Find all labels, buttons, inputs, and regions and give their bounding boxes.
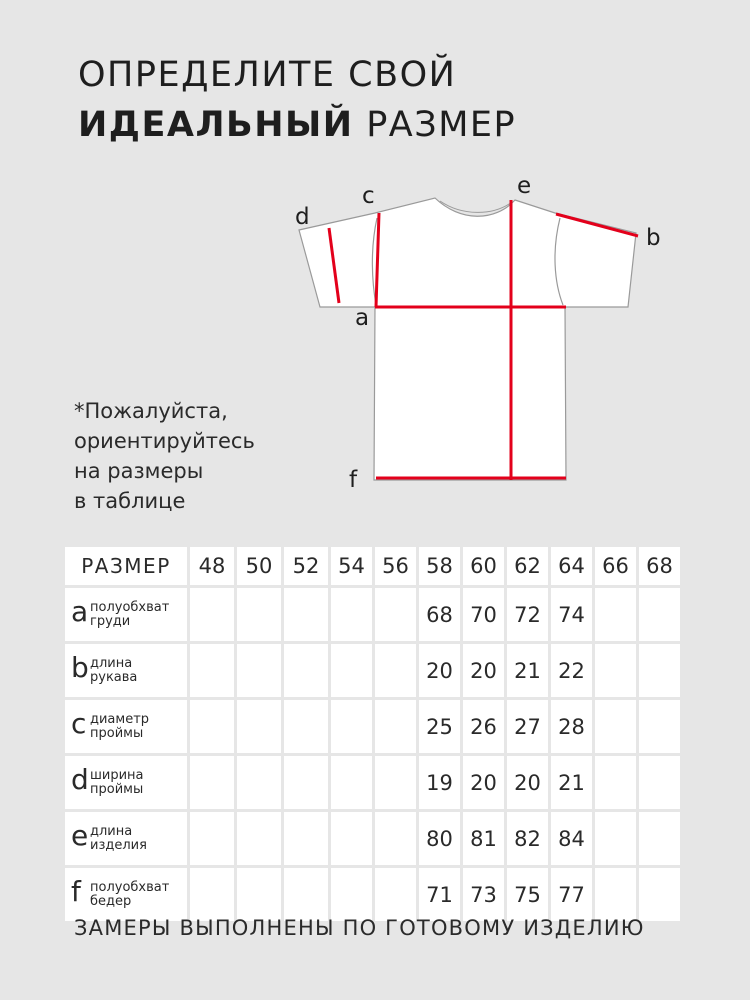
table-cell: 20 [507,756,548,809]
table-cell: 26 [463,700,504,753]
row-label-cell [65,588,187,641]
table-cell [375,812,416,865]
table-row [65,588,680,641]
table-cell: 70 [463,588,504,641]
table-cell [331,756,372,809]
table-cell: 21 [507,644,548,697]
table-cell [639,756,680,809]
title-line-2 [78,100,516,150]
table-cell [237,868,281,921]
size-column-header: 58 [419,547,460,585]
row-label-cell [65,756,187,809]
row-label [90,769,144,797]
table-cell [237,700,281,753]
tshirt-outline [299,198,636,480]
row-label-cell [65,644,187,697]
table-cell [331,644,372,697]
title-bold-word: ИДЕАЛЬНЫЙ [78,105,354,145]
table-cell: 22 [551,644,592,697]
table-row [65,868,680,921]
size-column-header: 48 [190,547,234,585]
row-label [90,713,149,741]
table-cell [375,868,416,921]
row-label [90,657,137,685]
table-cell [595,812,636,865]
table-cell [639,812,680,865]
table-cell [284,644,328,697]
row-letter: e [71,818,89,852]
table-cell: 27 [507,700,548,753]
row-letter: b [71,650,89,684]
note-line: в таблице [74,489,186,513]
row-label-line: рукава [90,669,138,685]
label-e: e [517,173,532,199]
table-cell [237,644,281,697]
label-a: a [355,305,370,331]
row-label-cell [65,700,187,753]
row-label-line: ширина [90,767,144,783]
size-column-header: 66 [595,547,636,585]
row-label-cell [65,868,187,921]
table-cell [284,756,328,809]
table-cell [639,868,680,921]
table-cell [331,868,372,921]
row-letter: c [71,706,87,740]
row-label-line: длина [90,823,133,839]
table-cell: 20 [463,756,504,809]
table-cell: 25 [419,700,460,753]
table-row [65,700,680,753]
size-column-header: 60 [463,547,504,585]
table-cell [284,812,328,865]
table-row [65,812,680,865]
size-column-header: 50 [237,547,281,585]
table-cell: 20 [419,644,460,697]
table-cell [639,700,680,753]
table-cell: 68 [419,588,460,641]
table-cell [595,588,636,641]
table-cell: 74 [551,588,592,641]
table-row [65,756,680,809]
table-cell: 84 [551,812,592,865]
row-label-line: длина [90,655,133,671]
size-column-header: 54 [331,547,372,585]
label-b: b [646,225,661,251]
row-label-cell [65,812,187,865]
row-label [90,825,147,853]
table-cell [284,868,328,921]
table-cell [595,756,636,809]
measurement-footer: ЗАМЕРЫ ВЫПОЛНЕНЫ ПО ГОТОВОМУ ИЗДЕЛИЮ [74,916,645,940]
table-cell: 21 [551,756,592,809]
table-cell: 28 [551,700,592,753]
table-cell: 82 [507,812,548,865]
table-cell [375,644,416,697]
table-cell: 75 [507,868,548,921]
table-cell [595,644,636,697]
row-label-line: проймы [90,781,144,797]
table-cell [639,644,680,697]
table-cell: 72 [507,588,548,641]
note-line: *Пожалуйста, [74,399,228,423]
row-label-line: полуобхват [90,879,170,895]
row-label-line: проймы [90,725,144,741]
row-letter: f [71,874,81,908]
table-cell [237,756,281,809]
table-cell: 71 [419,868,460,921]
table-cell [190,868,234,921]
row-label-line: бедер [90,893,132,909]
tshirt-measurement-diagram [290,170,680,495]
size-column-header: 52 [284,547,328,585]
note-line: ориентируйтесь [74,429,255,453]
row-label [90,601,169,629]
label-c: c [362,183,375,209]
table-cell [595,868,636,921]
table-cell [190,700,234,753]
table-cell [284,588,328,641]
row-label-line: груди [90,613,131,629]
table-cell [375,756,416,809]
note-line: на размеры [74,459,204,483]
table-cell: 80 [419,812,460,865]
table-cell: 77 [551,868,592,921]
row-label [90,881,169,909]
row-letter: d [71,762,89,796]
table-cell: 19 [419,756,460,809]
label-f: f [349,467,358,493]
table-cell: 81 [463,812,504,865]
row-letter: a [71,594,89,628]
table-cell [375,700,416,753]
row-label-line: диаметр [90,711,150,727]
table-cell [284,700,328,753]
table-cell [331,812,372,865]
row-label-line: изделия [90,837,147,853]
row-label-line: полуобхват [90,599,170,615]
size-column-header: 56 [375,547,416,585]
size-column-header: 62 [507,547,548,585]
label-d: d [295,204,310,230]
table-cell [639,588,680,641]
table-cell [237,812,281,865]
table-cell [595,700,636,753]
table-cell: 20 [463,644,504,697]
table-cell [331,700,372,753]
table-cell [190,756,234,809]
table-cell [190,588,234,641]
size-header-cell: РАЗМЕР [65,547,187,585]
table-cell [190,644,234,697]
table-cell [331,588,372,641]
table-row [65,644,680,697]
table-cell [375,588,416,641]
title-light-word: РАЗМЕР [366,105,517,145]
size-column-header: 68 [639,547,680,585]
table-cell [237,588,281,641]
size-note [74,396,255,516]
table-header-row [65,547,680,585]
table-cell [190,812,234,865]
table-cell: 73 [463,868,504,921]
size-table [62,544,683,924]
page-title [78,50,516,150]
size-column-header: 64 [551,547,592,585]
title-line-1: ОПРЕДЕЛИТЕ СВОЙ [78,55,457,95]
